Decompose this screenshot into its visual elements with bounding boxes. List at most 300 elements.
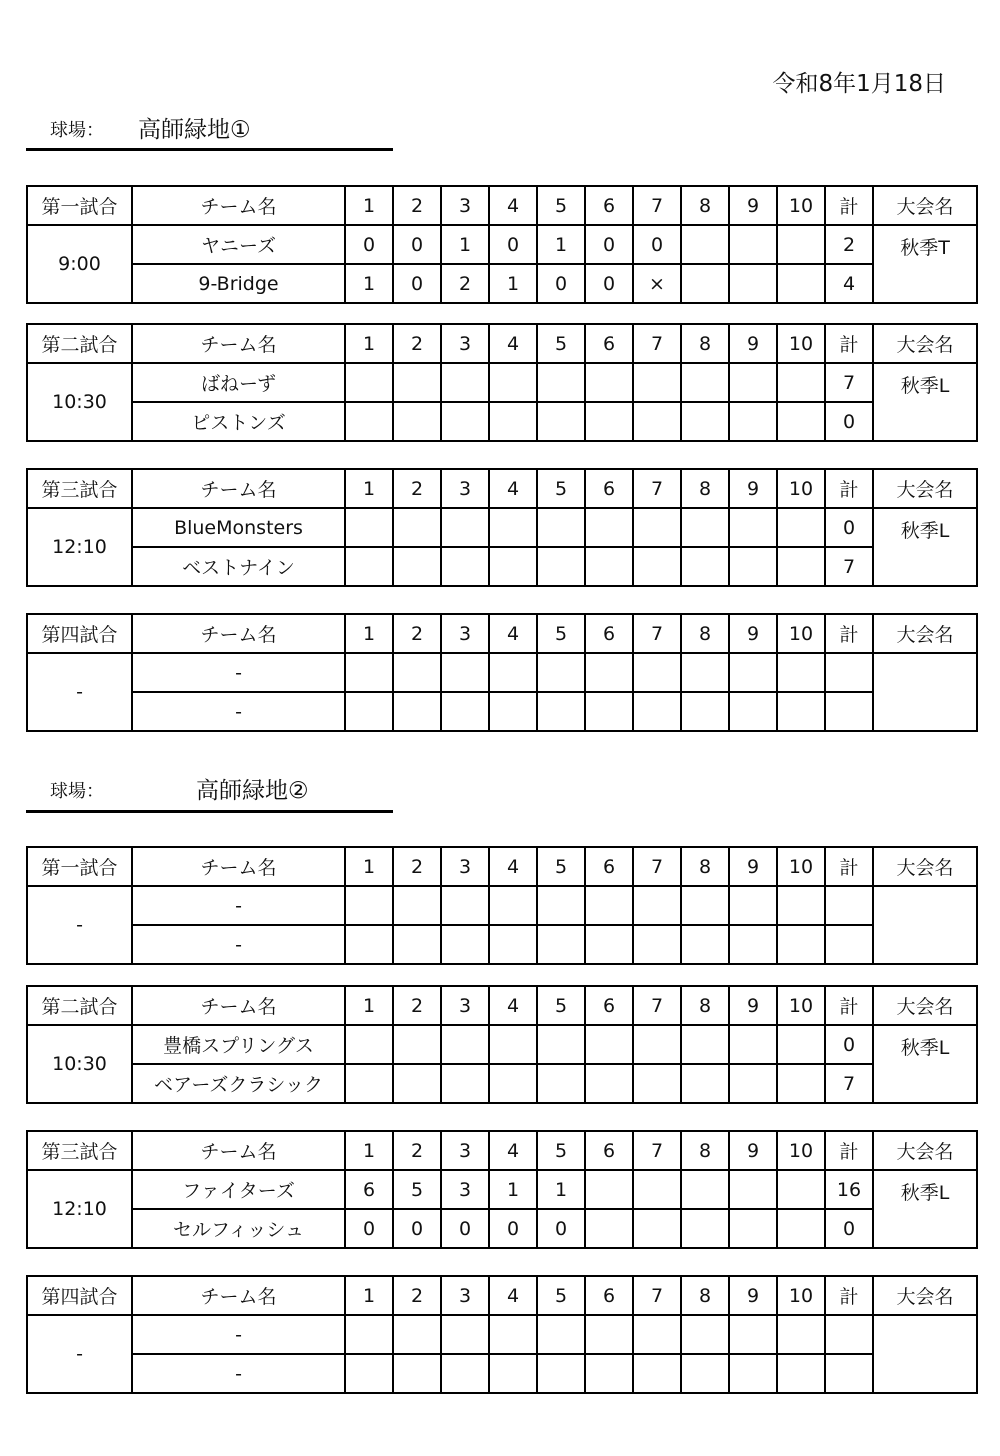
inning-header: 1 [345,1131,393,1170]
tournament-name [873,886,977,964]
inning-header: 8 [681,847,729,886]
total-score: 0 [825,508,873,547]
inning-score [345,402,393,441]
tournament-name: 秋季L [873,1025,977,1103]
team-name: 豊橋スプリングス [132,1025,345,1064]
team-row [27,264,977,303]
start-time: 9:00 [27,225,132,303]
inning-score [633,1170,681,1209]
inning-score [441,653,489,692]
inning-header: 9 [729,186,777,225]
inning-header: 5 [537,186,585,225]
inning-header: 6 [585,186,633,225]
inning-header: 3 [441,1131,489,1170]
inning-header: 3 [441,469,489,508]
inning-score [777,1025,825,1064]
inning-score [345,508,393,547]
inning-score [393,1315,441,1354]
inning-score [777,1064,825,1103]
inning-header: 5 [537,614,585,653]
team-name-header: チーム名 [132,986,345,1025]
tournament-name: 秋季T [873,225,977,303]
inning-score [489,886,537,925]
inning-score [393,653,441,692]
inning-score [681,1064,729,1103]
inning-header: 5 [537,986,585,1025]
tournament-header: 大会名 [873,614,977,653]
inning-header: 8 [681,469,729,508]
inning-header: 3 [441,1276,489,1315]
inning-score [633,925,681,964]
inning-score [681,692,729,731]
inning-score [633,1354,681,1393]
inning-score [729,1170,777,1209]
inning-score [585,1064,633,1103]
inning-score [393,508,441,547]
team-name-header: チーム名 [132,186,345,225]
inning-score [393,1025,441,1064]
inning-score [681,508,729,547]
team-name: ファイターズ [132,1170,345,1209]
document-date: 令和8年1月18日 [772,71,946,97]
inning-header: 9 [729,1131,777,1170]
total-score: 7 [825,547,873,586]
inning-header: 10 [777,614,825,653]
inning-score [633,1209,681,1248]
inning-score: 6 [345,1170,393,1209]
inning-score [537,402,585,441]
team-name-header: チーム名 [132,614,345,653]
team-name: BlueMonsters [132,508,345,547]
inning-score [537,886,585,925]
total-score: 16 [825,1170,873,1209]
inning-score [393,925,441,964]
inning-score [729,653,777,692]
header-row [27,469,977,508]
total-score: 4 [825,264,873,303]
game-table [26,1130,978,1249]
total-score: 2 [825,225,873,264]
inning-score [633,1064,681,1103]
inning-score [681,225,729,264]
game-label: 第四試合 [27,1276,132,1315]
inning-score [585,1025,633,1064]
tournament-header: 大会名 [873,986,977,1025]
team-name: ばねーず [132,363,345,402]
inning-score [729,1354,777,1393]
inning-score [537,692,585,731]
inning-score [489,1354,537,1393]
inning-score: 1 [489,264,537,303]
inning-score [441,363,489,402]
inning-score [729,363,777,402]
game-label: 第二試合 [27,324,132,363]
inning-score [345,1025,393,1064]
inning-score [777,508,825,547]
header-row [27,1276,977,1315]
inning-score: 1 [537,1170,585,1209]
inning-score [633,363,681,402]
total-score: 0 [825,402,873,441]
inning-score [585,1315,633,1354]
inning-header: 7 [633,1131,681,1170]
game-table [26,323,978,442]
inning-score [585,1209,633,1248]
inning-score [681,1209,729,1248]
total-header: 計 [825,469,873,508]
inning-score [777,363,825,402]
team-name: - [132,925,345,964]
inning-score [489,692,537,731]
team-name: - [132,1354,345,1393]
tournament-header: 大会名 [873,469,977,508]
inning-score: 0 [537,1209,585,1248]
tournament-header: 大会名 [873,1131,977,1170]
inning-header: 4 [489,324,537,363]
inning-header: 7 [633,847,681,886]
team-name: - [132,886,345,925]
inning-score: 3 [441,1170,489,1209]
team-row [27,1209,977,1248]
inning-score [537,1354,585,1393]
inning-header: 8 [681,186,729,225]
start-time: 10:30 [27,1025,132,1103]
inning-score [633,692,681,731]
inning-header: 3 [441,614,489,653]
inning-score: 1 [489,1170,537,1209]
inning-score [345,1064,393,1103]
team-name: 9-Bridge [132,264,345,303]
total-header: 計 [825,186,873,225]
inning-score: 0 [441,1209,489,1248]
team-name: - [132,653,345,692]
inning-score [393,886,441,925]
inning-score [489,547,537,586]
inning-score [729,925,777,964]
inning-score: 0 [345,1209,393,1248]
inning-header: 8 [681,1276,729,1315]
inning-score [441,692,489,731]
tournament-header: 大会名 [873,324,977,363]
team-row [27,886,977,925]
game-label: 第三試合 [27,469,132,508]
team-row [27,1170,977,1209]
header-row [27,986,977,1025]
team-name-header: チーム名 [132,1276,345,1315]
inning-header: 5 [537,1276,585,1315]
tournament-name: 秋季L [873,508,977,586]
inning-header: 7 [633,614,681,653]
inning-header: 5 [537,847,585,886]
inning-score [393,692,441,731]
inning-score [729,1064,777,1103]
inning-score [489,402,537,441]
inning-header: 7 [633,324,681,363]
game-label: 第三試合 [27,1131,132,1170]
inning-header: 6 [585,847,633,886]
inning-header: 9 [729,847,777,886]
inning-header: 9 [729,986,777,1025]
inning-header: 4 [489,1131,537,1170]
game-table [26,985,978,1104]
inning-score [633,886,681,925]
game-label: 第一試合 [27,186,132,225]
inning-header: 1 [345,469,393,508]
inning-score [345,363,393,402]
tournament-name [873,1315,977,1393]
inning-score [489,508,537,547]
inning-score [537,1315,585,1354]
inning-header: 3 [441,847,489,886]
inning-score [537,508,585,547]
inning-header: 6 [585,1131,633,1170]
inning-score [729,547,777,586]
inning-header: 5 [537,1131,585,1170]
inning-score [777,1354,825,1393]
team-name-header: チーム名 [132,847,345,886]
inning-score [537,653,585,692]
total-score [825,1354,873,1393]
inning-score [729,225,777,264]
team-row [27,1025,977,1064]
team-name: ベアーズクラシック [132,1064,345,1103]
inning-score [777,653,825,692]
inning-score [393,363,441,402]
team-row [27,547,977,586]
inning-score: 0 [585,264,633,303]
start-time: - [27,886,132,964]
inning-header: 2 [393,986,441,1025]
total-header: 計 [825,986,873,1025]
total-score: 0 [825,1209,873,1248]
total-score: 7 [825,1064,873,1103]
inning-score [681,264,729,303]
inning-score [777,547,825,586]
start-time: 12:10 [27,508,132,586]
inning-header: 8 [681,614,729,653]
inning-score [777,1209,825,1248]
inning-score [681,547,729,586]
inning-header: 4 [489,186,537,225]
inning-header: 10 [777,324,825,363]
venue-label: 球場： [50,120,104,141]
inning-header: 3 [441,324,489,363]
venue-name: 高師緑地① [138,117,251,143]
game-label: 第二試合 [27,986,132,1025]
tournament-header: 大会名 [873,1276,977,1315]
inning-score: 0 [537,264,585,303]
inning-score [729,1025,777,1064]
inning-header: 6 [585,324,633,363]
inning-score [729,402,777,441]
inning-score [585,508,633,547]
inning-header: 9 [729,469,777,508]
header-row [27,1131,977,1170]
inning-header: 1 [345,324,393,363]
inning-header: 3 [441,186,489,225]
inning-score [537,1025,585,1064]
inning-header: 4 [489,614,537,653]
tournament-name [873,653,977,731]
inning-score [777,692,825,731]
inning-score [345,925,393,964]
inning-score [681,1315,729,1354]
inning-score [681,886,729,925]
inning-header: 4 [489,469,537,508]
inning-score [633,1315,681,1354]
inning-score: 5 [393,1170,441,1209]
inning-score [441,1315,489,1354]
team-row [27,225,977,264]
team-row [27,653,977,692]
inning-score [441,925,489,964]
inning-score [681,1170,729,1209]
inning-score [537,925,585,964]
inning-score [537,547,585,586]
inning-score [681,653,729,692]
inning-header: 8 [681,986,729,1025]
team-name-header: チーム名 [132,469,345,508]
total-score [825,1315,873,1354]
inning-header: 9 [729,1276,777,1315]
inning-score: 0 [489,1209,537,1248]
inning-score: 0 [633,225,681,264]
inning-header: 4 [489,1276,537,1315]
inning-score: × [633,264,681,303]
total-score [825,925,873,964]
inning-score [585,547,633,586]
inning-score [777,402,825,441]
inning-score [585,692,633,731]
inning-header: 1 [345,847,393,886]
inning-score [393,402,441,441]
total-score [825,886,873,925]
inning-header: 8 [681,324,729,363]
team-name: セルフィッシュ [132,1209,345,1248]
start-time: 12:10 [27,1170,132,1248]
inning-score [729,1209,777,1248]
inning-score [681,1354,729,1393]
inning-score [633,508,681,547]
venue-label: 球場： [50,781,104,802]
team-name: - [132,1315,345,1354]
team-name: - [132,692,345,731]
inning-header: 7 [633,986,681,1025]
inning-score [345,1354,393,1393]
inning-score: 1 [441,225,489,264]
inning-header: 10 [777,186,825,225]
start-time: - [27,653,132,731]
inning-score [633,653,681,692]
inning-score [777,1170,825,1209]
inning-header: 10 [777,469,825,508]
inning-header: 2 [393,324,441,363]
tournament-header: 大会名 [873,847,977,886]
inning-score: 1 [537,225,585,264]
header-row [27,847,977,886]
inning-score: 0 [393,264,441,303]
inning-score [345,886,393,925]
tournament-name: 秋季L [873,363,977,441]
inning-header: 7 [633,469,681,508]
inning-score: 0 [489,225,537,264]
inning-score [777,886,825,925]
inning-score [393,1354,441,1393]
inning-header: 1 [345,986,393,1025]
inning-score [585,1354,633,1393]
inning-score [489,1315,537,1354]
inning-score [345,692,393,731]
inning-header: 5 [537,469,585,508]
header-row [27,186,977,225]
team-name-header: チーム名 [132,324,345,363]
team-name: ヤニーズ [132,225,345,264]
venue-underline [26,148,393,151]
inning-score [777,225,825,264]
inning-header: 2 [393,1276,441,1315]
inning-score: 1 [345,264,393,303]
game-table [26,846,978,965]
inning-header: 10 [777,1276,825,1315]
inning-header: 2 [393,469,441,508]
start-time: - [27,1315,132,1393]
inning-header: 8 [681,1131,729,1170]
inning-score [585,402,633,441]
team-row [27,508,977,547]
inning-header: 2 [393,186,441,225]
inning-header: 7 [633,1276,681,1315]
inning-header: 5 [537,324,585,363]
inning-score [441,508,489,547]
inning-header: 10 [777,847,825,886]
game-label: 第四試合 [27,614,132,653]
game-table [26,468,978,587]
inning-score: 2 [441,264,489,303]
inning-header: 2 [393,1131,441,1170]
inning-score [441,1064,489,1103]
inning-score [633,402,681,441]
header-row [27,614,977,653]
inning-score [441,1354,489,1393]
total-score [825,653,873,692]
inning-score: 0 [393,1209,441,1248]
inning-score [441,547,489,586]
team-name: ベストナイン [132,547,345,586]
team-row [27,363,977,402]
inning-score [489,1025,537,1064]
inning-header: 7 [633,186,681,225]
team-row [27,1064,977,1103]
tournament-name: 秋季L [873,1170,977,1248]
inning-score [537,1064,585,1103]
inning-header: 6 [585,469,633,508]
inning-score [777,264,825,303]
inning-score [585,886,633,925]
inning-score [441,886,489,925]
team-name: ピストンズ [132,402,345,441]
inning-score [489,363,537,402]
team-row [27,925,977,964]
inning-score [681,363,729,402]
team-row [27,692,977,731]
inning-header: 2 [393,614,441,653]
inning-score [585,925,633,964]
inning-score [729,1315,777,1354]
inning-score [729,692,777,731]
team-name-header: チーム名 [132,1131,345,1170]
team-row [27,1354,977,1393]
inning-header: 4 [489,847,537,886]
